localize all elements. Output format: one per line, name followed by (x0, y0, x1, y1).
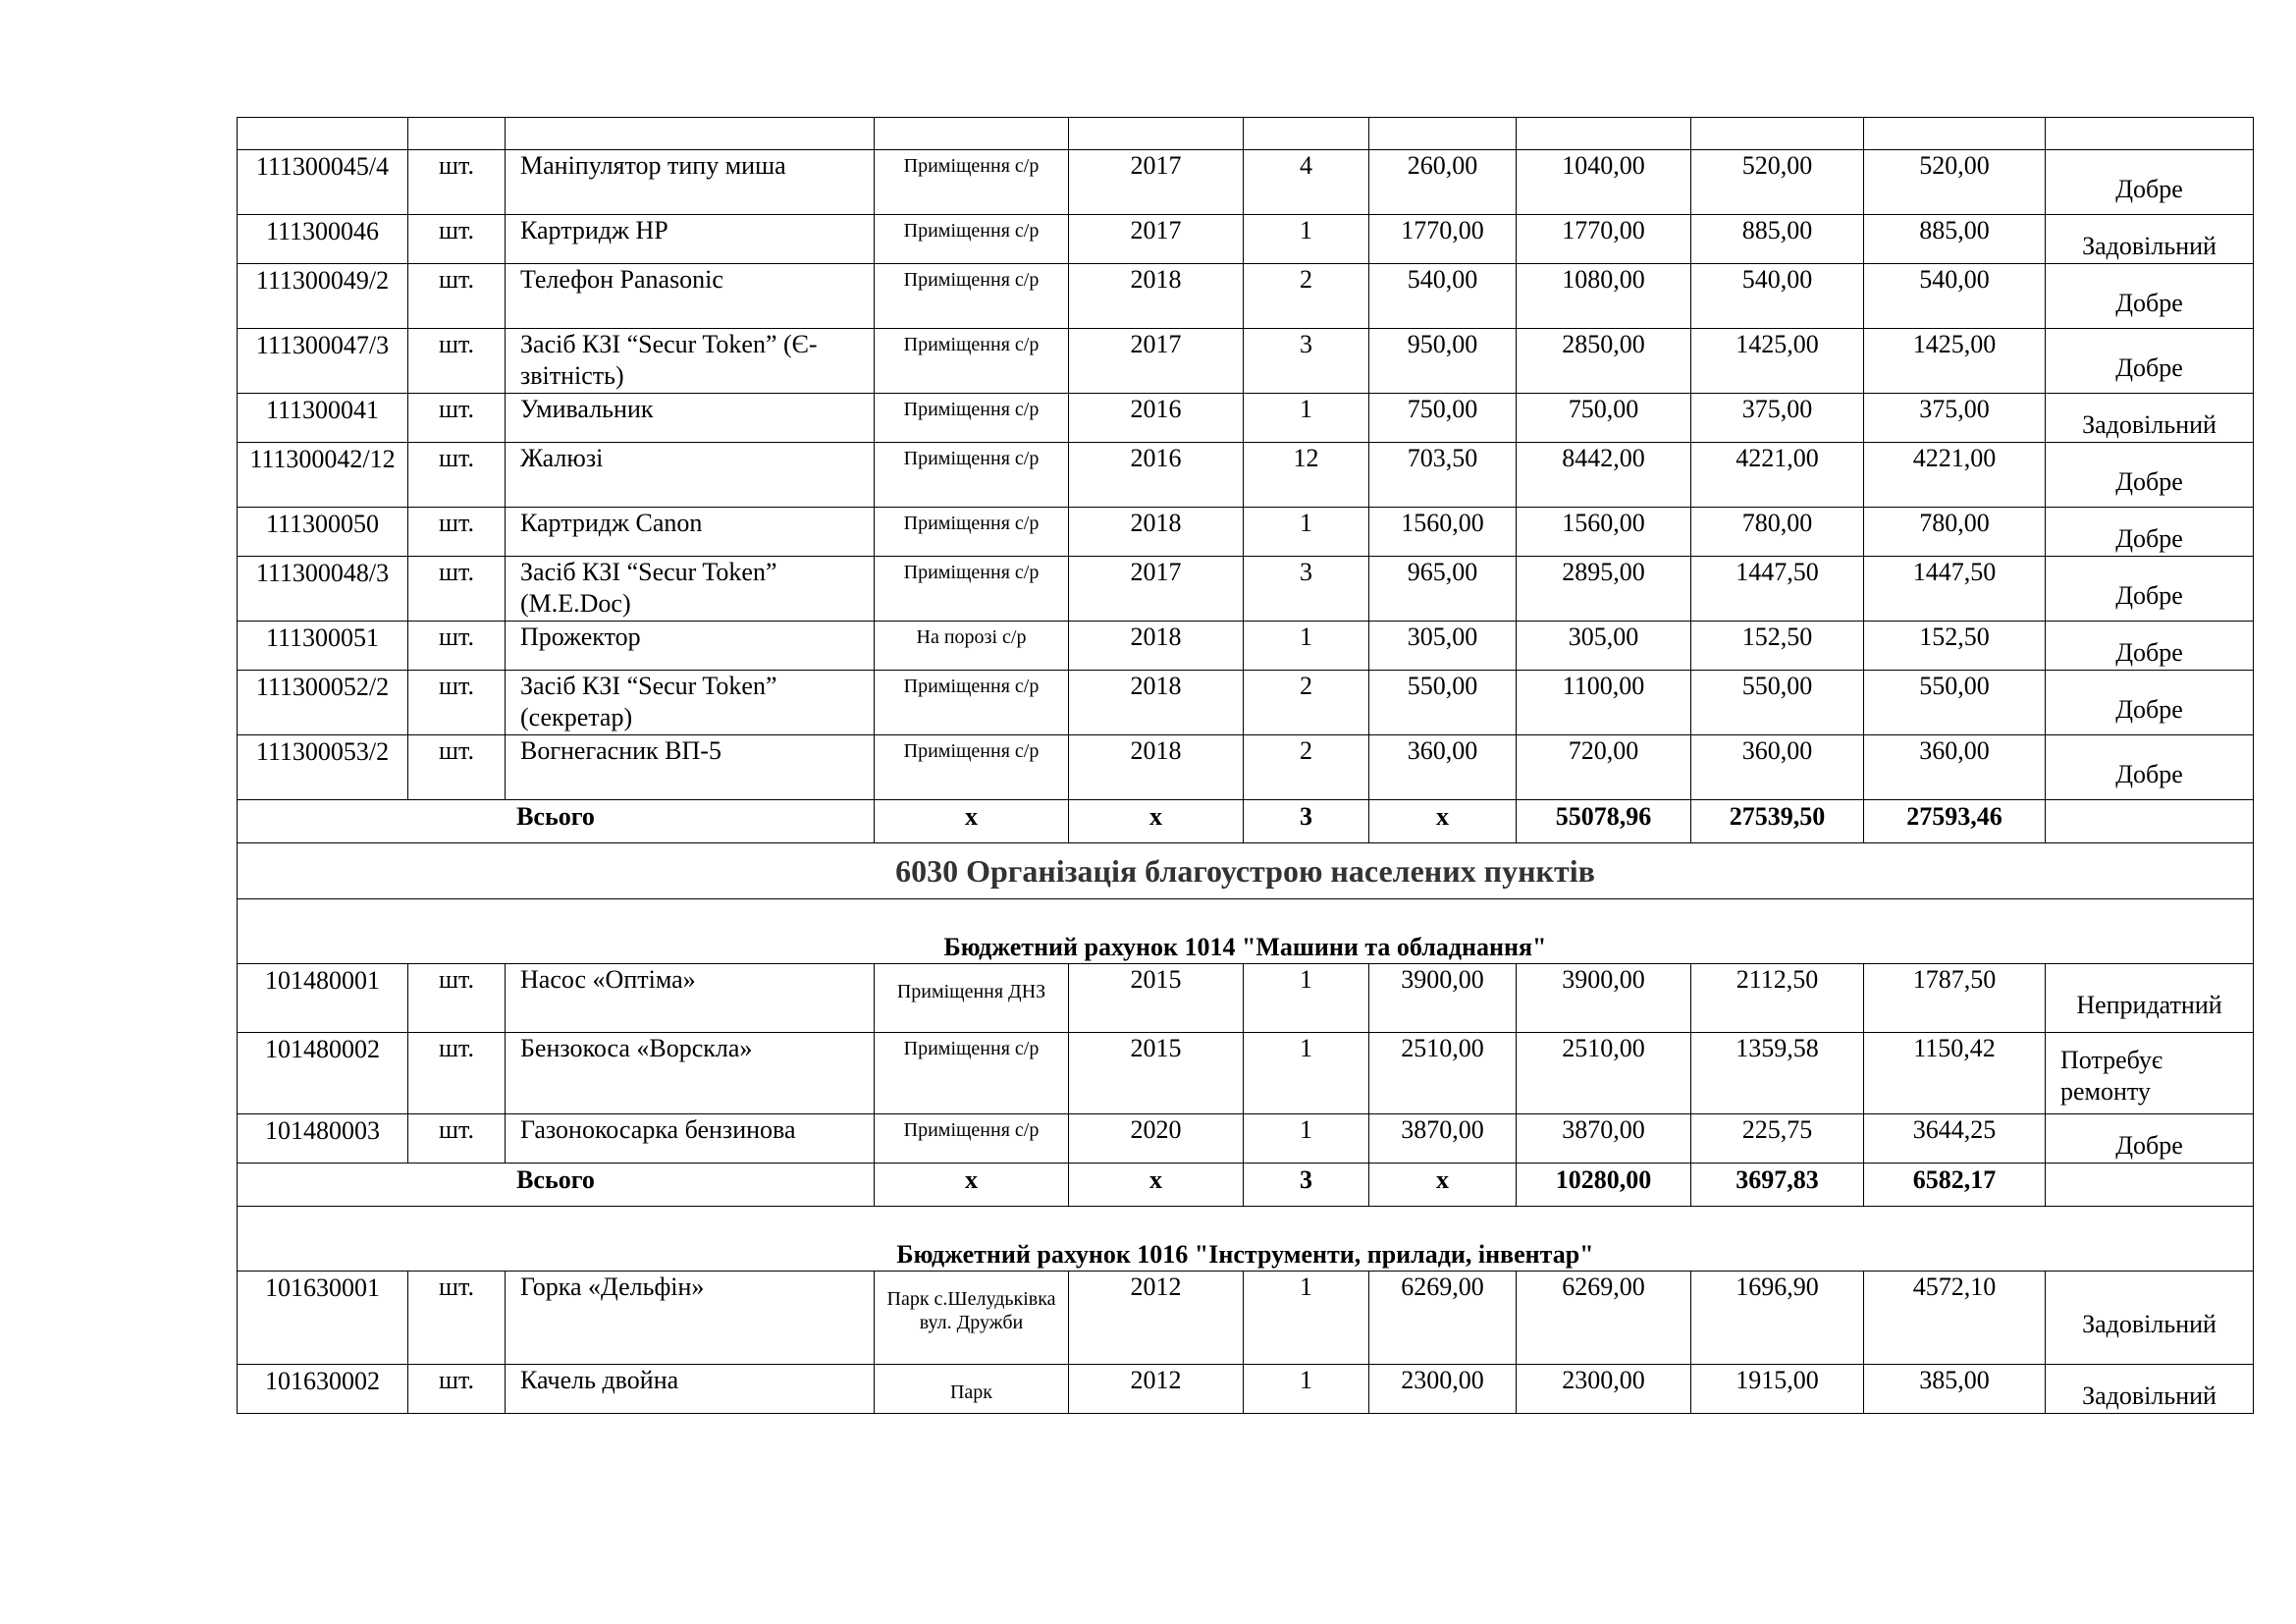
name-cell: Картридж HP (506, 215, 875, 264)
condition-cell: Добре (2046, 150, 2254, 215)
depreciation-cell: 780,00 (1691, 508, 1864, 557)
table-row (238, 329, 2254, 394)
residual-cell: 1425,00 (1864, 329, 2046, 394)
total-location: x (875, 1164, 1069, 1207)
table-row (238, 508, 2254, 557)
depreciation-cell: 1915,00 (1691, 1365, 1864, 1414)
name-cell: Качель двойна (506, 1365, 875, 1414)
condition-cell: Добре (2046, 329, 2254, 394)
unit-cell: шт. (408, 1272, 506, 1365)
total-depreciation: 3697,83 (1691, 1164, 1864, 1207)
unit-cell: шт. (408, 150, 506, 215)
price-cell: 950,00 (1369, 329, 1517, 394)
condition-cell: Добре (2046, 443, 2254, 508)
table-row (238, 557, 2254, 622)
name-cell: Вогнегасник ВП-5 (506, 735, 875, 800)
depreciation-cell: 360,00 (1691, 735, 1864, 800)
table-row (238, 443, 2254, 508)
residual-cell: 1447,50 (1864, 557, 2046, 622)
unit-cell: шт. (408, 329, 506, 394)
qty-cell: 1 (1244, 1365, 1369, 1414)
sum-cell: 1560,00 (1517, 508, 1691, 557)
depreciation-cell: 1359,58 (1691, 1033, 1864, 1114)
unit-cell: шт. (408, 671, 506, 735)
code-cell: 101480001 (238, 964, 408, 1033)
location-cell: Приміщення ДНЗ (875, 964, 1069, 1033)
name-cell: Горка «Дельфін» (506, 1272, 875, 1365)
account-1016-title: Бюджетний рахунок 1016 "Інструменти, прилади, інвентар" (238, 1207, 2254, 1272)
year-cell: 2017 (1069, 329, 1244, 394)
table-row (238, 671, 2254, 735)
unit-cell: шт. (408, 1114, 506, 1164)
location-cell: Приміщення с/р (875, 264, 1069, 329)
unit-cell: шт. (408, 443, 506, 508)
residual-cell: 885,00 (1864, 215, 2046, 264)
sum-cell: 8442,00 (1517, 443, 1691, 508)
price-cell: 3900,00 (1369, 964, 1517, 1033)
name-cell: Умивальник (506, 394, 875, 443)
sum-cell: 1080,00 (1517, 264, 1691, 329)
residual-cell: 360,00 (1864, 735, 2046, 800)
unit-cell: шт. (408, 622, 506, 671)
price-cell: 360,00 (1369, 735, 1517, 800)
account-1014-title: Бюджетний рахунок 1014 "Машини та обладнання" (238, 899, 2254, 964)
name-cell: Картридж Canon (506, 508, 875, 557)
qty-cell: 1 (1244, 1114, 1369, 1164)
price-cell: 703,50 (1369, 443, 1517, 508)
empty-header-row (238, 118, 2254, 150)
sum-cell: 720,00 (1517, 735, 1691, 800)
unit-cell: шт. (408, 508, 506, 557)
code-cell: 111300051 (238, 622, 408, 671)
qty-cell: 2 (1244, 735, 1369, 800)
condition-cell: Добре (2046, 671, 2254, 735)
residual-cell: 375,00 (1864, 394, 2046, 443)
unit-cell: шт. (408, 394, 506, 443)
total-year: x (1069, 800, 1244, 843)
unit-cell: шт. (408, 264, 506, 329)
code-cell: 101480002 (238, 1033, 408, 1114)
unit-cell: шт. (408, 735, 506, 800)
qty-cell: 4 (1244, 150, 1369, 215)
total-location: x (875, 800, 1069, 843)
total-condition (2046, 1164, 2254, 1207)
qty-cell: 12 (1244, 443, 1369, 508)
name-cell: Жалюзі (506, 443, 875, 508)
depreciation-cell: 225,75 (1691, 1114, 1864, 1164)
inventory-table (237, 117, 2254, 1414)
year-cell: 2012 (1069, 1365, 1244, 1414)
total-row (238, 800, 2254, 843)
year-cell: 2012 (1069, 1272, 1244, 1365)
year-cell: 2018 (1069, 622, 1244, 671)
depreciation-cell: 550,00 (1691, 671, 1864, 735)
qty-cell: 1 (1244, 394, 1369, 443)
total-price: x (1369, 800, 1517, 843)
qty-cell: 1 (1244, 1033, 1369, 1114)
table-row (238, 1272, 2254, 1365)
sum-cell: 2850,00 (1517, 329, 1691, 394)
residual-cell: 550,00 (1864, 671, 2046, 735)
total-sum: 55078,96 (1517, 800, 1691, 843)
unit-cell: шт. (408, 1033, 506, 1114)
name-cell: Засіб КЗІ “Secur Token” (секретар) (506, 671, 875, 735)
condition-cell: Задовільний (2046, 1272, 2254, 1365)
year-cell: 2016 (1069, 394, 1244, 443)
year-cell: 2018 (1069, 508, 1244, 557)
residual-cell: 1787,50 (1864, 964, 2046, 1033)
code-cell: 111300048/3 (238, 557, 408, 622)
total-condition (2046, 800, 2254, 843)
condition-cell: Задовільний (2046, 394, 2254, 443)
depreciation-cell: 4221,00 (1691, 443, 1864, 508)
location-cell: Парк с.Шелудьківка вул. Дружби (875, 1272, 1069, 1365)
residual-cell: 540,00 (1864, 264, 2046, 329)
subsection-row (238, 899, 2254, 964)
sum-cell: 1040,00 (1517, 150, 1691, 215)
location-cell: Приміщення с/р (875, 735, 1069, 800)
code-cell: 111300050 (238, 508, 408, 557)
sum-cell: 2510,00 (1517, 1033, 1691, 1114)
condition-cell: Задовільний (2046, 215, 2254, 264)
depreciation-cell: 1425,00 (1691, 329, 1864, 394)
total-qty: 3 (1244, 1164, 1369, 1207)
residual-cell: 520,00 (1864, 150, 2046, 215)
qty-cell: 1 (1244, 508, 1369, 557)
condition-cell: Добре (2046, 622, 2254, 671)
depreciation-cell: 540,00 (1691, 264, 1864, 329)
total-label: Всього (238, 1164, 875, 1207)
year-cell: 2020 (1069, 1114, 1244, 1164)
location-cell: Парк (875, 1365, 1069, 1414)
price-cell: 965,00 (1369, 557, 1517, 622)
depreciation-cell: 1696,90 (1691, 1272, 1864, 1365)
qty-cell: 1 (1244, 215, 1369, 264)
unit-cell: шт. (408, 1365, 506, 1414)
total-qty: 3 (1244, 800, 1369, 843)
condition-cell: Непридатний (2046, 964, 2254, 1033)
location-cell: Приміщення с/р (875, 508, 1069, 557)
location-cell: Приміщення с/р (875, 1033, 1069, 1114)
sum-cell: 2895,00 (1517, 557, 1691, 622)
name-cell: Засіб КЗІ “Secur Token” (M.E.Doc) (506, 557, 875, 622)
condition-cell: Добре (2046, 557, 2254, 622)
location-cell: Приміщення с/р (875, 394, 1069, 443)
price-cell: 2300,00 (1369, 1365, 1517, 1414)
total-sum: 10280,00 (1517, 1164, 1691, 1207)
table-row (238, 264, 2254, 329)
depreciation-cell: 1447,50 (1691, 557, 1864, 622)
table-row (238, 622, 2254, 671)
condition-cell: Добре (2046, 508, 2254, 557)
qty-cell: 2 (1244, 671, 1369, 735)
qty-cell: 2 (1244, 264, 1369, 329)
location-cell: Приміщення с/р (875, 215, 1069, 264)
condition-cell: Добре (2046, 1114, 2254, 1164)
year-cell: 2015 (1069, 964, 1244, 1033)
location-cell: На порозі с/р (875, 622, 1069, 671)
qty-cell: 1 (1244, 622, 1369, 671)
price-cell: 305,00 (1369, 622, 1517, 671)
price-cell: 6269,00 (1369, 1272, 1517, 1365)
depreciation-cell: 2112,50 (1691, 964, 1864, 1033)
depreciation-cell: 885,00 (1691, 215, 1864, 264)
condition-cell: Добре (2046, 264, 2254, 329)
price-cell: 550,00 (1369, 671, 1517, 735)
year-cell: 2016 (1069, 443, 1244, 508)
price-cell: 260,00 (1369, 150, 1517, 215)
price-cell: 540,00 (1369, 264, 1517, 329)
code-cell: 111300052/2 (238, 671, 408, 735)
year-cell: 2015 (1069, 1033, 1244, 1114)
price-cell: 1770,00 (1369, 215, 1517, 264)
name-cell: Насос «Оптіма» (506, 964, 875, 1033)
location-cell: Приміщення с/р (875, 671, 1069, 735)
section-title: 6030 Організація благоустрою населених пунктів (238, 843, 2254, 899)
code-cell: 111300042/12 (238, 443, 408, 508)
qty-cell: 1 (1244, 1272, 1369, 1365)
total-residual: 27593,46 (1864, 800, 2046, 843)
depreciation-cell: 520,00 (1691, 150, 1864, 215)
condition-cell: Задовільний (2046, 1365, 2254, 1414)
residual-cell: 4572,10 (1864, 1272, 2046, 1365)
qty-cell: 3 (1244, 557, 1369, 622)
code-cell: 111300046 (238, 215, 408, 264)
name-cell: Прожектор (506, 622, 875, 671)
year-cell: 2018 (1069, 735, 1244, 800)
condition-cell: Добре (2046, 735, 2254, 800)
unit-cell: шт. (408, 557, 506, 622)
year-cell: 2017 (1069, 215, 1244, 264)
code-cell: 111300041 (238, 394, 408, 443)
residual-cell: 3644,25 (1864, 1114, 2046, 1164)
location-cell: Приміщення с/р (875, 150, 1069, 215)
section-row (238, 843, 2254, 899)
sum-cell: 2300,00 (1517, 1365, 1691, 1414)
sum-cell: 305,00 (1517, 622, 1691, 671)
code-cell: 111300049/2 (238, 264, 408, 329)
year-cell: 2017 (1069, 557, 1244, 622)
depreciation-cell: 152,50 (1691, 622, 1864, 671)
location-cell: Приміщення с/р (875, 329, 1069, 394)
residual-cell: 780,00 (1864, 508, 2046, 557)
qty-cell: 1 (1244, 964, 1369, 1033)
table-row (238, 735, 2254, 800)
code-cell: 111300045/4 (238, 150, 408, 215)
location-cell: Приміщення с/р (875, 443, 1069, 508)
year-cell: 2018 (1069, 264, 1244, 329)
code-cell: 101480003 (238, 1114, 408, 1164)
sum-cell: 3900,00 (1517, 964, 1691, 1033)
residual-cell: 152,50 (1864, 622, 2046, 671)
name-cell: Засіб КЗІ “Secur Token” (Є-звітність) (506, 329, 875, 394)
location-cell: Приміщення с/р (875, 557, 1069, 622)
table-row (238, 394, 2254, 443)
price-cell: 1560,00 (1369, 508, 1517, 557)
table-row (238, 1033, 2254, 1114)
location-cell: Приміщення с/р (875, 1114, 1069, 1164)
name-cell: Телефон Panasonic (506, 264, 875, 329)
table-row (238, 215, 2254, 264)
table-row (238, 1365, 2254, 1414)
sum-cell: 6269,00 (1517, 1272, 1691, 1365)
code-cell: 101630001 (238, 1272, 408, 1365)
condition-cell: Потребує ремонту (2046, 1033, 2254, 1114)
residual-cell: 4221,00 (1864, 443, 2046, 508)
unit-cell: шт. (408, 964, 506, 1033)
total-residual: 6582,17 (1864, 1164, 2046, 1207)
name-cell: Маніпулятор типу миша (506, 150, 875, 215)
subsection-row (238, 1207, 2254, 1272)
year-cell: 2017 (1069, 150, 1244, 215)
sum-cell: 750,00 (1517, 394, 1691, 443)
sum-cell: 1100,00 (1517, 671, 1691, 735)
total-depreciation: 27539,50 (1691, 800, 1864, 843)
total-row (238, 1164, 2254, 1207)
total-year: x (1069, 1164, 1244, 1207)
total-label: Всього (238, 800, 875, 843)
price-cell: 2510,00 (1369, 1033, 1517, 1114)
code-cell: 101630002 (238, 1365, 408, 1414)
depreciation-cell: 375,00 (1691, 394, 1864, 443)
code-cell: 111300047/3 (238, 329, 408, 394)
residual-cell: 385,00 (1864, 1365, 2046, 1414)
name-cell: Бензокоса «Ворскла» (506, 1033, 875, 1114)
qty-cell: 3 (1244, 329, 1369, 394)
price-cell: 750,00 (1369, 394, 1517, 443)
total-price: x (1369, 1164, 1517, 1207)
sum-cell: 1770,00 (1517, 215, 1691, 264)
unit-cell: шт. (408, 215, 506, 264)
table-row (238, 150, 2254, 215)
residual-cell: 1150,42 (1864, 1033, 2046, 1114)
sum-cell: 3870,00 (1517, 1114, 1691, 1164)
year-cell: 2018 (1069, 671, 1244, 735)
table-row (238, 964, 2254, 1033)
code-cell: 111300053/2 (238, 735, 408, 800)
table-row (238, 1114, 2254, 1164)
name-cell: Газонокосарка бензинова (506, 1114, 875, 1164)
price-cell: 3870,00 (1369, 1114, 1517, 1164)
